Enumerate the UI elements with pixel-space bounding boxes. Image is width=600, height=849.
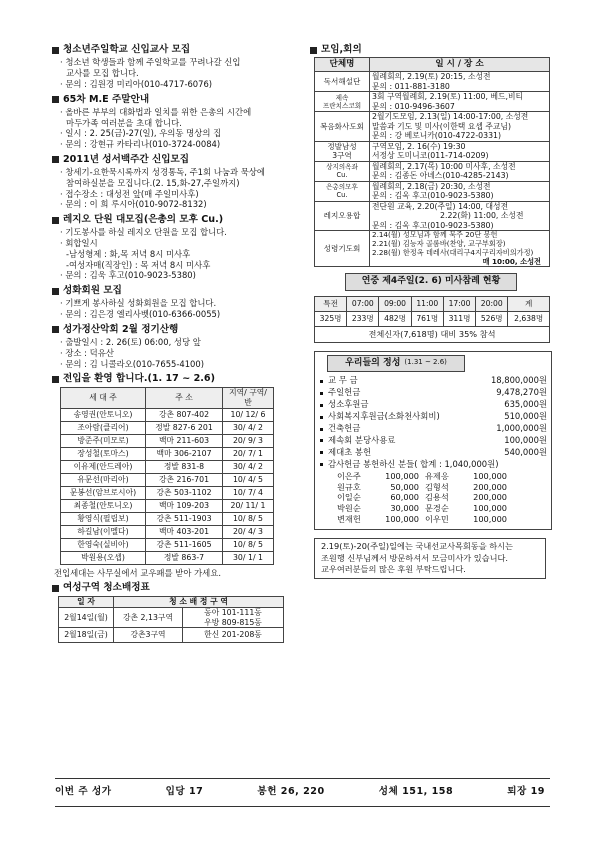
mass-banner: 연중 제4주일(2. 6) 미사참례 현황 — [345, 273, 517, 291]
offering-amount: 100,000원 — [504, 435, 547, 446]
donor-list — [337, 471, 547, 525]
table-row — [61, 512, 274, 525]
offering-amount: 9,478,270원 — [496, 387, 547, 398]
newcomer-area: 20/ 7/ 1 — [223, 447, 274, 460]
text-line: · 문의 : 김욱 후고(010-9023-5380) — [60, 270, 196, 281]
section-title: 전입을 환영 합니다.(1. 17 ~ 2.6) — [63, 373, 215, 385]
text-line: · 문의 : 강현규 카타리나(010-3724-0084) — [60, 139, 221, 150]
text-line: · 출발일시 : 2. 26(토) 06:00, 성당 앞 — [60, 337, 201, 348]
group-schedule — [370, 201, 550, 231]
square-bullet-icon — [52, 96, 59, 103]
text-line: 교사를 모집 합니다. — [66, 68, 139, 79]
table-row — [61, 473, 274, 486]
donor-amount: 100,000 — [473, 514, 507, 525]
section-title: 청소년주일학교 신입교사 모집 — [63, 44, 191, 55]
donor-amount: 200,000 — [473, 492, 507, 503]
cleaning-date: 2월18일(금) — [59, 628, 114, 643]
newcomer-area: 10/ 7/ 4 — [223, 486, 274, 499]
newcomer-address: 백마 109-203 — [146, 499, 223, 512]
donor-name: 이일순 — [337, 492, 361, 503]
newcomer-name: 장성철(토마스) — [61, 447, 146, 460]
table-row — [61, 447, 274, 460]
offering-amount: 540,000원 — [504, 446, 547, 457]
mass-time-header: 계 — [508, 296, 550, 311]
table-row — [61, 551, 274, 564]
hymn-label: 이번 주 성가 — [55, 786, 112, 797]
newcomer-name: 송영권(안토니오) — [61, 408, 146, 421]
group-name: 상지의옥좌 Cu. — [315, 161, 370, 181]
group-schedule — [370, 161, 550, 181]
section-title: 2011년 성서백주간 신입모집 — [63, 153, 190, 165]
mass-summary: 전체신자(7,618명) 대비 35% 참석 — [315, 326, 550, 342]
square-bullet-icon — [52, 217, 59, 224]
offering-label: 제대초 봉헌 — [328, 446, 372, 457]
table-row — [61, 421, 274, 434]
newcomer-name: 하길남(이멜다) — [61, 525, 146, 538]
cleaning-zone: 강촌3구역 — [114, 628, 183, 643]
group-schedule — [370, 141, 550, 161]
mass-time-header: 07:00 — [347, 296, 379, 311]
donor-name: 이우민 — [425, 514, 449, 525]
text-line: 참여하실분을 모집니다.(2. 15,화-27,주일까지) — [66, 177, 240, 188]
text-line: · 청소년 학생들과 함께 주일학교를 꾸려나갈 신입 — [60, 57, 241, 68]
schedule-line: 서정상 도미니코(011-714-0209) — [372, 151, 489, 161]
bullet-icon — [320, 380, 323, 383]
group-name: 은총의모후 Cu. — [315, 181, 370, 201]
group-name: 독서해설단 — [315, 72, 370, 92]
text-line: · 문의 : 김 니콜라오(010-7655-4100) — [60, 358, 204, 369]
donor-name: 변재헌 — [337, 514, 361, 525]
text-line: · 문의 : 이 희 루시아(010-9072-8132) — [60, 199, 207, 210]
newcomer-name: 문봉선(암브로시아) — [61, 486, 146, 499]
newcomer-area: 30/ 4/ 2 — [223, 421, 274, 434]
mass-count: 526명 — [476, 311, 508, 326]
newcomer-area: 10/ 4/ 5 — [223, 473, 274, 486]
schedule-line: 구역모임, 2. 16(수) 19:30 — [372, 141, 466, 151]
cleaning-table — [58, 596, 284, 644]
text-line: · 문의 : 김원경 미리아(010-4717-6076) — [60, 78, 213, 89]
column-header: 지역/ 구역/ 반 — [223, 387, 274, 408]
bullet-icon — [320, 392, 323, 395]
table-row — [61, 408, 274, 421]
notice-line: 2.19(토)-20(주일)일에는 국내선교사목회동을 하시는 — [321, 540, 513, 551]
offering-row — [319, 387, 547, 399]
column-header: 일 자 — [59, 596, 114, 607]
donor-name: 문경순 — [425, 503, 449, 514]
column-header: 세 대 주 — [61, 387, 146, 408]
hymn-recessional: 퇴장 19 — [507, 786, 545, 797]
text-line: -여성자매(직장인) : 목 저녁 8시 미사후 — [66, 259, 211, 270]
newcomer-address: 백마 403-201 — [146, 525, 223, 538]
newcomer-name: 황영식(필립보) — [61, 512, 146, 525]
newcomer-area: 20/ 4/ 3 — [223, 525, 274, 538]
square-bullet-icon — [52, 288, 59, 295]
section-title: 성화회원 모집 — [63, 285, 122, 297]
bullet-icon — [320, 451, 323, 454]
newcomer-name: 이유제(안드레아) — [61, 460, 146, 473]
offering-row — [319, 399, 547, 411]
newcomer-address: 정발 831-8 — [146, 460, 223, 473]
text-line: -남성형제 : 화,목 저녁 8시 미사후 — [66, 248, 191, 259]
schedule-line: 문의 : 010-9496-3607 — [372, 101, 455, 111]
newcomers-section — [52, 373, 300, 578]
newcomer-name: 최종철(안토니오) — [61, 499, 146, 512]
mass-count: 233명 — [347, 311, 379, 326]
hiking-section — [52, 324, 300, 370]
newcomer-address: 백마 306-2107 — [146, 447, 223, 460]
donor-amount: 50,000 — [390, 481, 419, 492]
hymn-footer — [55, 786, 545, 798]
square-bullet-icon — [52, 47, 59, 54]
mass-time-header: 특전 — [315, 296, 347, 311]
offering-label: 사회복지후원금(소화천사회비) — [328, 411, 440, 422]
table-row — [61, 460, 274, 473]
left-column — [52, 42, 300, 647]
offering-period: (1.31 ~ 2.6) — [404, 357, 447, 366]
notice-box — [314, 538, 546, 579]
group-schedule — [370, 231, 550, 267]
column-header: 청 소 배 정 구 역 — [114, 596, 284, 607]
newcomer-name: 한영숙(실비아) — [61, 538, 146, 551]
schedule-line: 문의 : 강 베로니카(010-4722-0331) — [372, 131, 502, 141]
newcomers-table — [60, 387, 274, 565]
text-line: · 문의 : 김은경 엘리사벳(010-6366-0055) — [60, 309, 221, 320]
square-bullet-icon — [52, 326, 59, 333]
section-title: 모임,회의 — [321, 44, 362, 55]
mass-count: 2,638명 — [508, 311, 550, 326]
offering-section — [310, 351, 552, 530]
newcomers-note: 전입세대는 사무실에서 교우패를 받아 가세요. — [54, 567, 222, 578]
schedule-line: 월례회의, 2.19(토) 20:15, 소성전 — [372, 72, 491, 82]
donor-amount: 60,000 — [390, 492, 419, 503]
donor-amount: 100,000 — [385, 470, 419, 481]
text-line: · 장소 : 덕유산 — [60, 347, 114, 358]
text-line: · 기쁘게 봉사하실 성화회원을 모집 합니다. — [60, 298, 217, 309]
group-schedule — [370, 112, 550, 142]
me-weekend-section — [52, 94, 300, 150]
newcomer-area: 20/ 9/ 3 — [223, 434, 274, 447]
group-name: 제속 프란치스코회 — [315, 92, 370, 112]
mass-time-header: 09:00 — [379, 296, 411, 311]
newcomer-address: 강촌 216-701 — [146, 473, 223, 486]
hymn-offertory: 봉헌 26, 220 — [257, 786, 325, 797]
donor-amount: 200,000 — [473, 481, 507, 492]
footer-divider — [55, 778, 550, 779]
schedule-line: 2.28(월) 한정옥 데레사(대리구4지구리자비의가정) — [372, 247, 534, 257]
newcomer-area: 10/ 12/ 6 — [223, 408, 274, 421]
group-name: 성령기도회 — [315, 231, 370, 267]
cleaning-zone: 강촌 2,13구역 — [114, 607, 183, 628]
square-bullet-icon — [52, 376, 59, 383]
donor-name: 유제응 — [425, 470, 449, 481]
newcomer-name: 조아람(클리어) — [61, 421, 146, 434]
text-line: · 올바른 부부의 대화법과 일치를 위한 은총의 시간에 — [60, 106, 252, 117]
newcomer-address: 강촌 503-1102 — [146, 486, 223, 499]
newcomer-area: 10/ 8/ 5 — [223, 538, 274, 551]
offering-label: 주일헌금 — [328, 387, 361, 398]
offering-label: 건축헌금 — [328, 423, 361, 434]
bible-study-section — [52, 154, 300, 210]
hymn-entrance: 입당 17 — [165, 786, 204, 797]
offering-amount: 635,000원 — [504, 399, 547, 410]
newcomer-address: 정발 827-6 201 — [146, 421, 223, 434]
group-schedule — [370, 72, 550, 92]
text-line: · 창세기-요한묵시록까지 성경통독, 주1회 나눔과 묵상에 — [60, 167, 265, 178]
teacher-recruit-section — [52, 44, 300, 90]
newcomer-address: 강촌 511-1605 — [146, 538, 223, 551]
donor-amount: 100,000 — [473, 503, 507, 514]
column-header: 일 시 / 장 소 — [370, 58, 550, 72]
schedule-line: 3회 구역월례회, 2.19(토) 11:00, 베드,비티 — [372, 92, 524, 102]
schedule-line: 2.14(월) 성모님과 함께 묵주 20단 봉헌 — [372, 230, 498, 240]
cleaning-building: 동아 101-111동 — [183, 607, 284, 617]
table-row — [315, 141, 550, 161]
table-row — [61, 434, 274, 447]
column-header: 주 소 — [146, 387, 223, 408]
newcomer-area: 10/ 8/ 5 — [223, 512, 274, 525]
mass-count: 761명 — [411, 311, 443, 326]
offering-label: 제속회 분당사용료 — [328, 435, 396, 446]
bullet-icon — [320, 428, 323, 431]
newcomer-address: 백마 211-603 — [146, 434, 223, 447]
offering-row — [319, 435, 547, 447]
schedule-line: 매 10:00, 소성전 — [482, 256, 541, 266]
square-bullet-icon — [52, 585, 59, 592]
offering-label: 교 무 금 — [328, 375, 358, 386]
table-row — [61, 486, 274, 499]
newcomer-area: 30/ 1/ 1 — [223, 551, 274, 564]
schedule-line: 전단원 교육, 2.20(주일) 14:00, 대성전 — [372, 201, 509, 211]
offering-row — [319, 375, 547, 387]
meetings-table — [314, 57, 550, 267]
table-row — [315, 161, 550, 181]
notice-line: 교우여러분들의 많은 후원 부탁드립니다. — [321, 564, 466, 575]
cleaning-building: 한신 201-208동 — [183, 628, 284, 643]
mass-attendance-section — [310, 273, 552, 343]
section-title: 성가정산악회 2월 정기산행 — [63, 323, 179, 335]
schedule-line: 2월기도모임, 2.13(일) 14:00-17:00, 소성전 — [372, 112, 529, 122]
text-line: · 기도봉사를 하실 레지오 단원을 모집 합니다. — [60, 227, 227, 238]
newcomer-address: 정발 863-7 — [146, 551, 223, 564]
offering-row — [319, 411, 547, 423]
schedule-line: 문의 : 김욱 후고(010-9023-5380) — [372, 191, 494, 201]
newcomer-name: 유문선(마리아) — [61, 473, 146, 486]
square-bullet-icon — [310, 47, 317, 54]
cleaning-building: 우방 809-815동 — [183, 618, 284, 628]
hymn-communion: 성체 151, 158 — [378, 786, 454, 797]
offering-label: 성소후원금 — [328, 399, 369, 410]
donor-name: 김형석 — [425, 481, 449, 492]
newcomer-area: 20/ 11/ 1 — [223, 499, 274, 512]
newcomer-address: 강촌 807-402 — [146, 408, 223, 421]
section-title: 레지오 단원 대모집(은총의 모후 Cu.) — [63, 214, 224, 226]
mass-time-header: 20:00 — [476, 296, 508, 311]
mass-time-header: 11:00 — [411, 296, 443, 311]
newcomer-name: 박원용(오셉) — [61, 551, 146, 564]
mass-time-header: 17:00 — [443, 296, 475, 311]
table-row — [315, 181, 550, 201]
donor-name: 원규호 — [337, 481, 361, 492]
legio-section — [52, 214, 300, 281]
bullet-icon — [320, 404, 323, 407]
donor-name: 이은주 — [337, 470, 361, 481]
bullet-icon — [320, 416, 323, 419]
schedule-line: 문의 : 011-881-3180 — [372, 81, 450, 91]
donor-amount: 100,000 — [473, 470, 507, 481]
schedule-line: 월례회의, 2.17(목) 10:00 미사후, 소성전 — [372, 161, 516, 171]
donor-amount: 100,000 — [385, 514, 419, 525]
text-line: 마두가족 여러분을 초대 합니다. — [66, 117, 182, 128]
cleaning-date: 2월14일(월) — [59, 607, 114, 628]
offering-row — [319, 447, 547, 459]
schedule-line: 문의 : 김종돈 아녜스(010-4285-2143) — [372, 171, 509, 181]
table-row — [61, 538, 274, 551]
donor-amount: 30,000 — [390, 503, 419, 514]
footer-divider — [55, 806, 550, 807]
mass-count: 482명 — [379, 311, 411, 326]
table-row — [315, 92, 550, 112]
section-title: 65차 M.E 주말안내 — [63, 93, 150, 105]
cleaning-section — [52, 582, 300, 643]
group-schedule — [370, 92, 550, 112]
offering-title: 우리들의 정성 — [345, 357, 401, 368]
table-row — [315, 201, 550, 231]
text-line: · 일시 : 2. 25(금)-27(일), 우의동 명상의 집 — [60, 128, 222, 139]
thanks-title: 감사헌금 봉헌하신 분들( 합계 : 1,040,000원) — [328, 458, 499, 469]
mass-table — [314, 296, 550, 343]
group-name: 레지오용합 — [315, 201, 370, 231]
mass-count: 325명 — [315, 311, 347, 326]
donor-name: 김용석 — [425, 492, 449, 503]
donor-name: 박원순 — [337, 503, 361, 514]
offering-row — [319, 423, 547, 435]
schedule-line: 2.22(화) 11:00, 소성전 — [440, 211, 524, 221]
table-row — [61, 525, 274, 538]
table-row — [315, 231, 550, 267]
text-line: · 접수장소 : 대성전 앞(매 주일미사후) — [60, 188, 199, 199]
right-column — [310, 42, 552, 579]
choir-section — [52, 285, 300, 320]
column-header: 단체명 — [315, 58, 370, 72]
table-row — [315, 112, 550, 142]
group-name: 복음화사도회 — [315, 112, 370, 142]
schedule-line: 월례회의, 2.18(금) 20:30, 소성전 — [372, 181, 491, 191]
newcomer-name: 방준주(미모로) — [61, 434, 146, 447]
offering-amount: 510,000원 — [504, 411, 547, 422]
newcomer-area: 30/ 4/ 2 — [223, 460, 274, 473]
offering-amount: 1,000,000원 — [496, 423, 547, 434]
group-name: 정발남성 3구역 — [315, 141, 370, 161]
mass-count: 311명 — [443, 311, 475, 326]
table-row — [315, 72, 550, 92]
table-row — [61, 499, 274, 512]
notice-line: 조원행 신부님께서 방문하셔서 모금미사가 있습니다. — [321, 552, 509, 563]
newcomer-address: 강촌 511-1903 — [146, 512, 223, 525]
offering-amount: 18,800,000원 — [490, 375, 547, 386]
schedule-line: 문의 : 김욱 후고(010-9023-5380) — [372, 220, 494, 230]
group-schedule — [370, 181, 550, 201]
bullet-icon — [320, 439, 323, 442]
schedule-line: 2.21(월) 김능자 골롬바(찬양, 교구부회장) — [372, 239, 506, 249]
bullet-icon — [320, 463, 323, 466]
section-title: 여성구역 청소배정표 — [63, 582, 150, 594]
square-bullet-icon — [52, 156, 59, 163]
schedule-line: 말씀과 기도 및 미사(이한택 요셉 주교님) — [372, 121, 511, 131]
text-line: · 회합일시 — [60, 238, 98, 249]
meetings-section — [310, 44, 552, 267]
